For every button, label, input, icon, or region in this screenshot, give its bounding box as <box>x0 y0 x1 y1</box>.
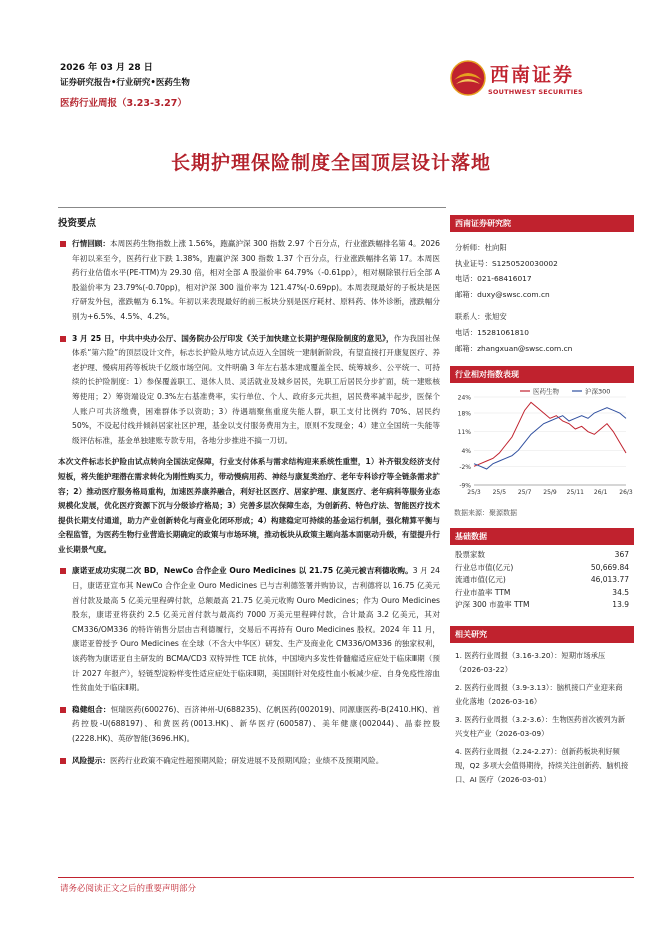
related-item[interactable]: 3. 医药行业周报（3.2-3.6）：生物医药首次被列为新兴支柱产业（2026-03-09） <box>455 714 626 738</box>
footer-disclaimer: 请务必阅读正文之后的重要声明部分 <box>60 884 197 894</box>
table-row <box>450 562 634 575</box>
related-item[interactable]: 2. 医药行业周报（3.9-3.13）：脑机接口产业迎来商业化落地（2026-03-16） <box>455 682 623 706</box>
logo-mark-icon <box>450 60 486 96</box>
table-value: 34.5 <box>612 587 629 597</box>
y-tick-label: -2% <box>459 463 471 471</box>
series-line-2 <box>474 408 626 469</box>
report-type: 证券研究报告•行业研究•医药生物 <box>60 78 190 88</box>
analyst-line: 电话：15281061810 <box>455 327 529 337</box>
footer-divider <box>58 877 634 878</box>
table-value: 367 <box>614 550 629 560</box>
series-line-1 <box>474 402 626 466</box>
table-label: 沪深 300 市盈率 TTM <box>455 600 530 610</box>
investment-highlights <box>58 215 440 775</box>
table-value: 13.9 <box>612 600 629 610</box>
table-value: 46,013.77 <box>590 575 629 585</box>
chart-header: 行业相对指数表现 <box>450 366 634 383</box>
index-chart-section <box>450 366 634 518</box>
basic-data-header: 基础数据 <box>450 528 634 545</box>
y-tick-label: 24% <box>457 394 471 402</box>
table-value: 50,669.84 <box>590 562 629 572</box>
analyst-info <box>450 232 634 356</box>
analyst-line: 执业证号：S1250520030002 <box>455 258 558 268</box>
table-row <box>450 587 634 600</box>
bullet-text: 医药行业政策不确定性超预期风险；研发进展不及预期风险；业绩不及预期风险。 <box>109 755 384 765</box>
x-tick-label: 26/1 <box>593 489 608 497</box>
table-label: 股票家数 <box>455 550 485 560</box>
analyst-line: 电话：021-68416017 <box>455 274 532 284</box>
bullet-text: 3 月 24 日，康诺亚宣布其 NewCo 合作企业 Ouro Medicines 已与吉利德签署并购协议，吉利德将以 16.75 亿美元首付款及最高 5 亿美元里程碑付款，总额最高 21.75 亿美元收购 Ouro Medicines；作为 Ouro Medicines 股东，康诺亚将获约 2.5 亿美元首付款与最高约 7000 万美元里程碑付款，合计最高 3.2 亿美元，其对 CM336/OM336 的特许销售分层由吉利德履行，交易后不再持有 Ouro Medicines 股权。2024 年 11 月，康诺亚曾授予 Ouro Medicines 在全球（不含大中华区）研发、生产及商业化 CM336/OM336 的独家权利，该药物为康诺亚自主研发的 BCMA/CD3 双特异性 TCE 抗体，中国境内多发性骨髓瘤适应症处于临床Ⅲ期（预计 2027 年报产），轻链型淀粉样变性适应症处于临床Ⅱ期，美国則针对免疫性血小板减少症、自身免疫性溶血性贫血处于临床Ⅱ期。 <box>72 566 440 693</box>
related-item[interactable]: 1. 医药行业周报（3.16-3.20）：短期市场承压（2026-03-22） <box>455 650 606 674</box>
bullet-market-review <box>58 237 440 325</box>
table-row <box>450 599 634 612</box>
y-tick-label: 18% <box>457 410 471 418</box>
sidebar <box>450 215 634 791</box>
legend-label: 沪深300 <box>585 387 611 396</box>
bullet-text: 作为我国社保体系“第六险”的顶层设计文件，标志长护险从地方试点迈入全国统一建制新阶段，有望直接打开康复医疗、养老护理、慢病用药等板块千亿级市场空间。文件明确 3 年左右基本建成覆盖全民、统筹城乡、公平统一、可持续的长护险制度：1）参保覆盖职工、退休人员、灵活就业及城乡居民，先职工后居民分步扩面，统一建账核筹使用；2）筹资端设定 0.3%左右基准费率，实行单位、个人、政府多元共担，居民费率减半起步，医保个人账户可共济缴费，困难群体予以资助；3）待遇端聚焦重度失能人群，职工支付比例约 70%、居民约 50%，不设起付线并倾斜居家社区护理，基金以支付服务费用为主，原则不发现金；4）建立全国统一失能等级评估标准，基金单独建账专款专用，各地分步推进不搞一刀切。 <box>72 333 440 445</box>
analyst-line: 邮箱：duxy@swsc.com.cn <box>455 289 550 299</box>
y-tick-label: 11% <box>457 429 471 437</box>
table-label: 行业总市值(亿元) <box>455 562 514 572</box>
page-title: 长期护理保险制度全国顶层设计落地 <box>170 152 491 174</box>
analyst-line: 邮箱：zhangxuan@swsc.com.cn <box>455 343 573 353</box>
weekly-label: 医药行业周报（3.23-3.27） <box>60 98 187 109</box>
bullet-heading: 稳健组合： <box>72 704 111 714</box>
bullet-heading: 康诺亚成功实现二次 BD，NewCo 合作企业 Ouro Medicines 以 21.75 亿美元被吉利德收购。 <box>72 566 413 576</box>
bullet-risk <box>58 754 440 769</box>
bullet-text: 本周医药生物指数上涨 1.56%，跑赢沪深 300 指数 2.97 个百分点，行业涨跌幅排名第 4。2026 年初以来至今，医药行业下跌 1.38%，跑赢沪深 300 指数 1.37 个百分点，行业涨跌幅排名第 17。本周医药行业估值水平(PE-TTM)为 29.30 倍，相对全部 A 股溢价率 64.79%（-0.61pp），相对剔除银行后全部 A 股溢价率为 23.79%(-0.70pp)，相对沪深 300 溢价率为 121.47%(-0.69pp)。本周表现最好的子板块是医疗研发外包，涨跌幅为 6.1%。年初以来表现最好的前三板块分别是医疗耗材、原料药、体外诊断，涨跌幅分别为+6.5%、4.5%、4.2%。 <box>72 239 441 321</box>
related-research-section <box>450 626 634 787</box>
bullet-bd-deal <box>58 564 440 695</box>
x-tick-label: 25/5 <box>492 489 507 497</box>
table-label: 流通市值(亿元) <box>455 575 506 585</box>
key-points-title: 投资要点 <box>58 218 97 229</box>
x-tick-label: 25/11 <box>566 489 584 497</box>
legend-label: 医药生物 <box>533 387 559 396</box>
x-tick-label: 26/3 <box>619 489 633 497</box>
bullet-heading: 风险提示： <box>72 755 110 765</box>
bullet-text: 恒瑞医药(600276)、百济神州-U(688235)、亿帆医药(002019)、同源康医药-B(2410.HK)、首药控股-U(688197)、和黄医药(0013.HK)、新华医疗(600587)、美年健康(002044)、晶泰控股(2228.HK)、英矽智能(3696.HK)。 <box>72 704 441 743</box>
bullet-heading: 行情回顾： <box>72 239 111 248</box>
related-item[interactable]: 4. 医药行业周报（2.24-2.27）：创新药板块利好频现，Q2 多项大会值得期待，持续关注创新药、脑机接口、AI 医疗（2026-03-01） <box>455 746 629 784</box>
analyst-line: 分析师：杜向阳 <box>455 243 507 252</box>
basic-data-table <box>450 549 634 612</box>
related-list <box>450 643 634 787</box>
basic-data-section <box>450 528 634 612</box>
bullet-portfolio <box>58 703 440 747</box>
chart-source: 数据来源：聚源数据 <box>454 509 517 518</box>
related-header: 相关研究 <box>450 626 634 643</box>
logo-english: SOUTHWEST SECURITIES <box>488 88 583 96</box>
table-label: 行业市盈率 TTM <box>455 587 511 597</box>
bullet-heading: 3 月 25 日，中共中央办公厅、国务院办公厅印发《关于加快建立长期护理保险制度的意见》， <box>72 333 394 343</box>
relative-index-chart <box>450 385 634 507</box>
x-tick-label: 25/3 <box>467 489 481 497</box>
policy-analysis: 本次文件标志长护险由试点转向全国法定保障，行业支付体系与需求结构迎来系统性重塑，1）补齐银发经济支付短板，将失能护理潜在需求转化为刚性购买力，带动慢病用药、神经与康复类治疗、老年专科诊疗等全链条需求扩容；2）推动医疗服务格局重构，加速医养康养融合，利好社区医疗、居家护理、康复医疗、老年病科等服务业态规模化发展，优化医疗资源下沉与分级诊疗格局；3）完善多层次保障生态，为创新药、特色疗法、智能医疗技术提供长期支付通道，助力产业创新转化与商业化闭环形成；4）构建稳定可持续的基金运行机制，强化精算平衡与全程监管，为医药生物行业营造长期确定的政策与市场环境，推动板块从政策主题向基本面驱动升级，有望提升行业长期景气度。 <box>58 457 440 554</box>
y-tick-label: 4% <box>461 447 471 455</box>
x-tick-label: 25/9 <box>543 489 557 497</box>
section-divider <box>58 207 446 208</box>
institute-header: 西南证券研究院 <box>450 215 634 232</box>
x-tick-label: 25/7 <box>517 489 532 497</box>
analyst-line: 联系人：张旭安 <box>455 312 507 322</box>
company-logo <box>450 58 600 108</box>
y-tick-label: -9% <box>459 482 471 490</box>
bullet-policy <box>58 332 440 449</box>
report-date: 2026 年 03 月 28 日 <box>60 63 153 73</box>
logo-name: 西南证券 <box>490 64 575 86</box>
table-row <box>450 574 634 587</box>
table-row <box>450 549 634 562</box>
